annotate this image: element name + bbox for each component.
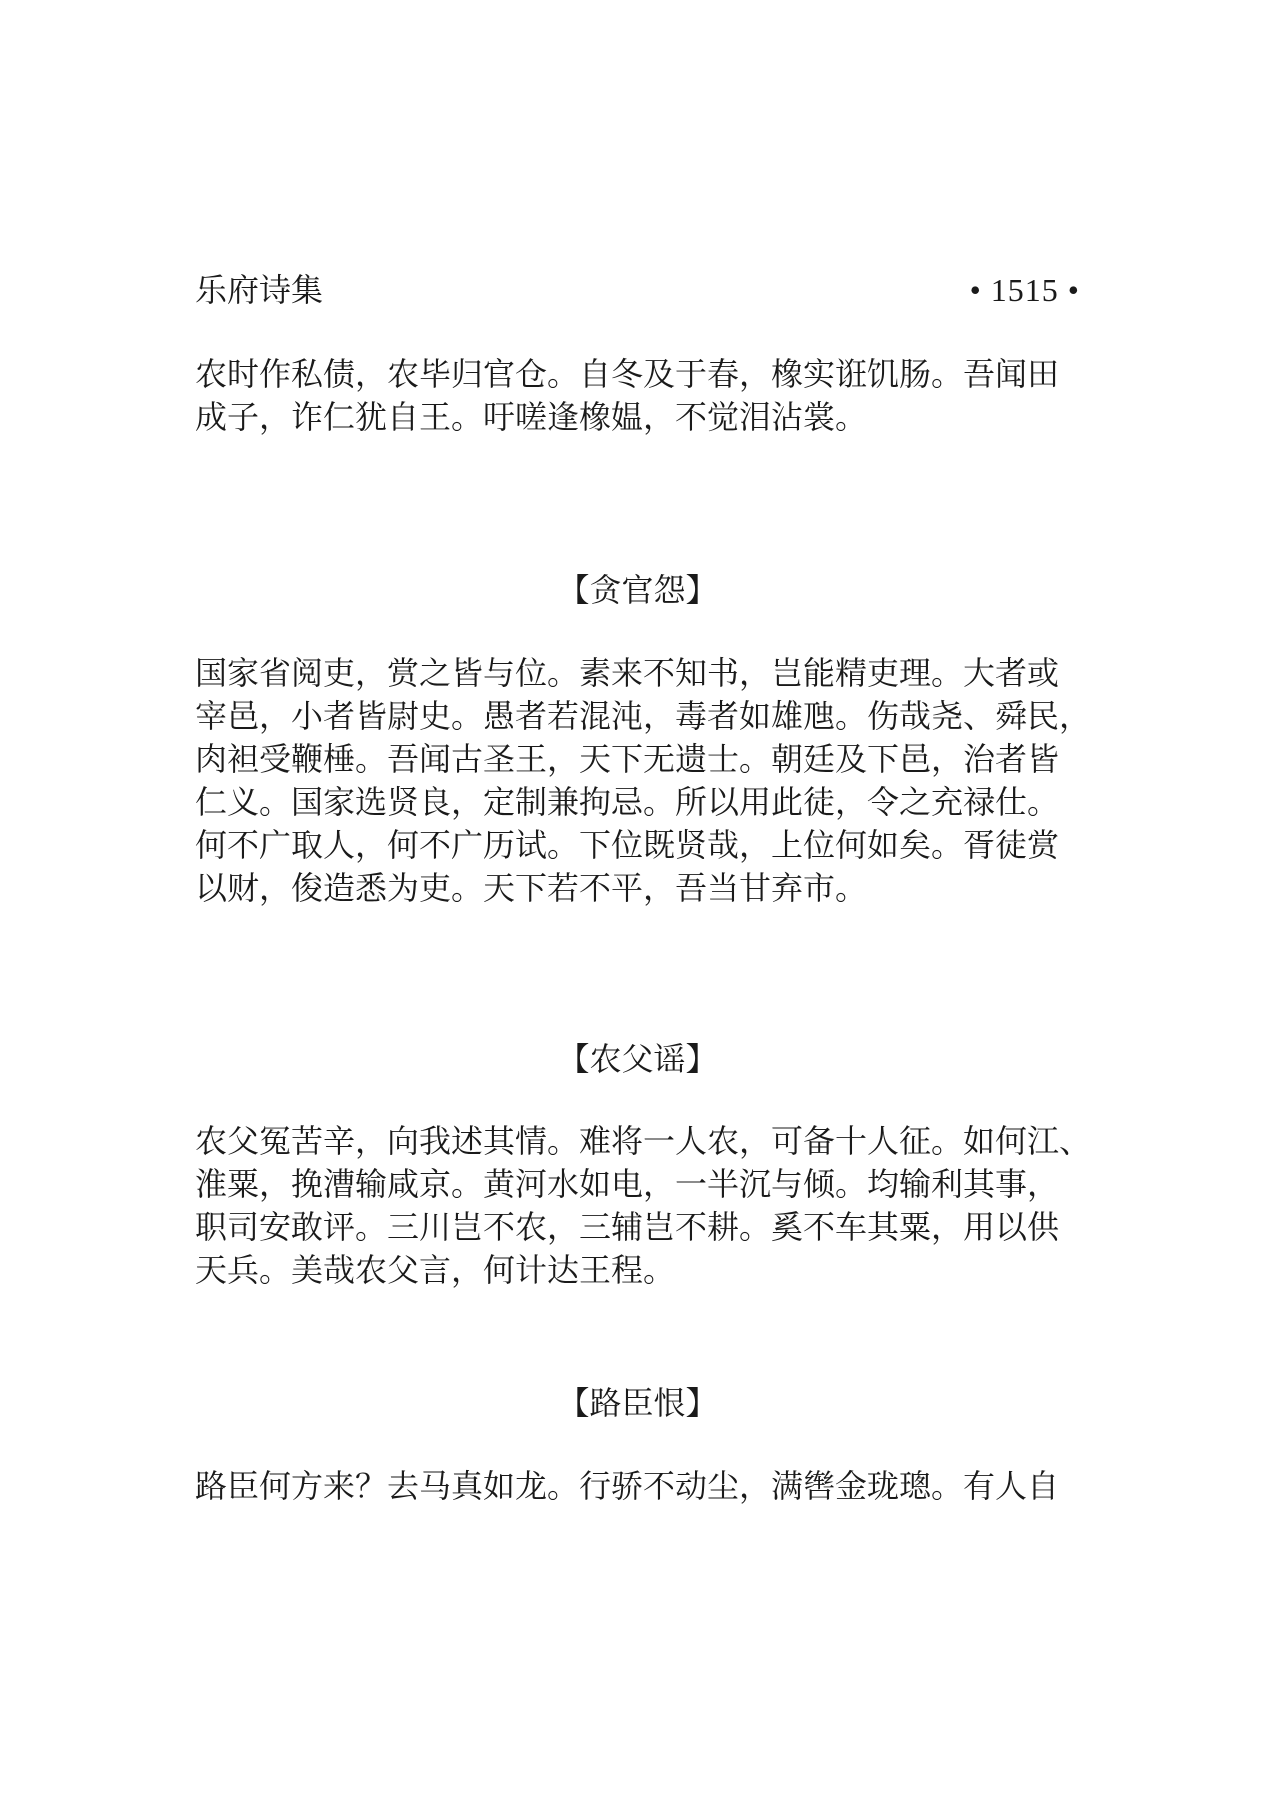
text-line: 成子，诈仁犹自王。吁嗟逢橡媪，不觉泪沾裳。 (195, 398, 868, 436)
poem-body (195, 1465, 1130, 1508)
page-number: • 1515 • (969, 272, 1080, 308)
text-line: 职司安敢评。三川岂不农，三辅岂不耕。奚不车其粟，用以供 (195, 1208, 1060, 1246)
text-line: 农父冤苦辛，向我述其情。难将一人农，可备十人征。如何江、 (195, 1122, 1092, 1160)
page-header (195, 268, 1080, 312)
text-line: 肉袒受鞭棰。吾闻古圣王，天下无遗士。朝廷及下邑，治者皆 (195, 740, 1060, 778)
text-line: 淮粟，挽漕输咸京。黄河水如电，一半沉与倾。均输利其事， (195, 1165, 1060, 1203)
text-line: 何不广取人，何不广历试。下位既贤哉，上位何如矣。胥徒赏 (195, 826, 1060, 864)
book-title: 乐府诗集 (195, 271, 324, 309)
text-line: 国家省阅吏，赏之皆与位。素来不知书，岂能精吏理。大者或 (195, 654, 1060, 692)
text-line: 宰邑，小者皆尉史。愚者若混沌，毒者如雄虺。伤哉尧、舜民， (195, 697, 1092, 735)
text-line: 农时作私债，农毕归官仓。自冬及于春，橡实诳饥肠。吾闻田 (195, 355, 1060, 393)
text-line: 路臣何方来？去马真如龙。行骄不动尘，满辔金珑璁。有人自 (195, 1467, 1060, 1505)
poem-title: 【路臣恨】 (557, 1384, 718, 1422)
text-line: 天兵。美哉农父言，何计达王程。 (195, 1251, 676, 1289)
text-line: 仁义。国家选贤良，定制兼拘忌。所以用此徒，令之充禄仕。 (195, 783, 1060, 821)
poem-title: 【农父谣】 (557, 1040, 718, 1078)
poem-title: 【贪官怨】 (557, 571, 718, 609)
poem-body (195, 1120, 1130, 1292)
intro-paragraph (195, 353, 1130, 439)
poem-body (195, 652, 1130, 910)
text-line: 以财，俊造悉为吏。天下若不平，吾当甘弃市。 (195, 869, 868, 907)
